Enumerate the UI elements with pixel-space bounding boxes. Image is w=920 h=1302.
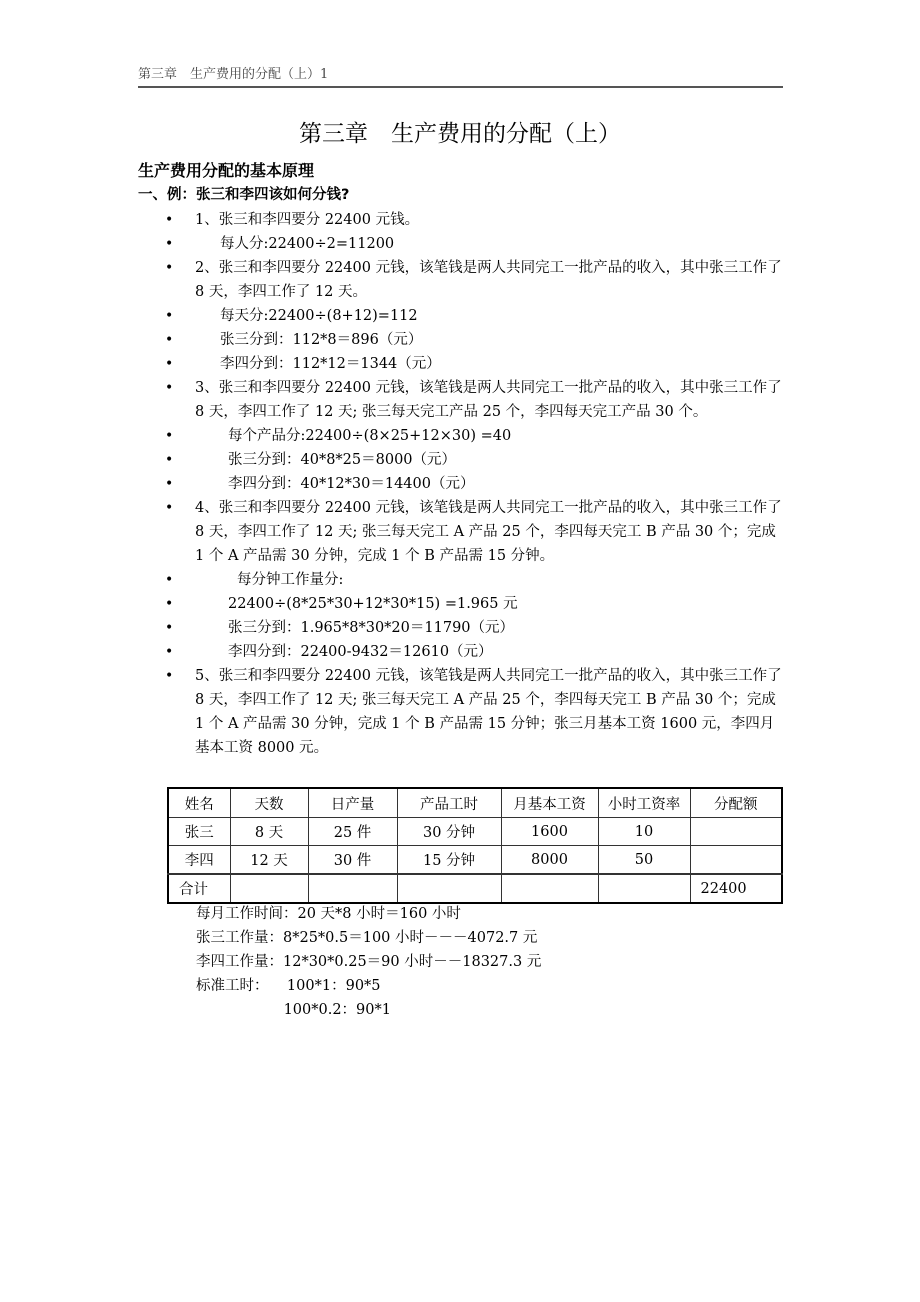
table-cell: 张三 (168, 818, 230, 846)
allocation-table (167, 787, 783, 904)
table-cell (501, 874, 598, 903)
bullet-icon: • (165, 596, 174, 612)
bullet-icon: • (165, 644, 174, 660)
note-line: 100*0.2：90*1 (196, 1002, 391, 1018)
table-header-cell: 月基本工资 (501, 788, 598, 818)
running-header: 第三章 生产费用的分配（上）1 (138, 66, 783, 88)
table-cell: 50 (598, 846, 690, 875)
bullet-icon: • (165, 428, 174, 444)
bullet-icon: • (165, 212, 174, 228)
list-item: • 张三分到：40*8*25＝8000（元） (0, 448, 785, 472)
note-line: 张三工作量：8*25*0.5＝100 小时－－－4072.7 元 (196, 930, 538, 946)
table-cell: 合计 (168, 874, 230, 903)
table-row (168, 818, 782, 846)
list-item: • 1、张三和李四要分 22400 元钱。 (0, 208, 785, 232)
bullet-icon: • (165, 236, 174, 252)
table-cell: 12 天 (230, 846, 308, 875)
document-title: 第三章 生产费用的分配（上） (299, 121, 621, 147)
list-item: • 张三分到：1.965*8*30*20＝11790（元） (0, 616, 785, 640)
table-cell: 8 天 (230, 818, 308, 846)
table-cell: 10 (598, 818, 690, 846)
table-cell (230, 874, 308, 903)
table-total-row (168, 874, 782, 903)
bullet-icon: • (165, 476, 174, 492)
note-line: 每月工作时间：20 天*8 小时＝160 小时 (196, 906, 461, 922)
list-item: • 每个产品分:22400÷(8×25+12×30) =40 (0, 424, 785, 448)
list-item: • 李四分到：112*12＝1344（元） (0, 352, 785, 376)
calculation-notes (196, 902, 541, 1022)
table-cell: 15 分钟 (397, 846, 501, 875)
list-item: • 每天分:22400÷(8+12)=112 (0, 304, 785, 328)
bullet-icon: • (165, 668, 174, 684)
bullet-icon: • (165, 572, 174, 588)
table-cell: 22400 (690, 874, 782, 903)
list-item: • 3、张三和李四要分 22400 元钱，该笔钱是两人共同完工一批产品的收入，其中张三工作了 8 天，李四工作了 12 天; 张三每天完工产品 25 个，李四每天完工产品 30 个。 (0, 376, 785, 424)
table-header-cell: 姓名 (168, 788, 230, 818)
list-item: • 22400÷(8*25*30+12*30*15) =1.965 元 (0, 592, 785, 616)
bullet-icon: • (165, 260, 174, 276)
table-header-cell: 日产量 (308, 788, 397, 818)
table-header-cell: 产品工时 (397, 788, 501, 818)
table-header-cell: 小时工资率 (598, 788, 690, 818)
table-cell: 30 分钟 (397, 818, 501, 846)
table-cell: 25 件 (308, 818, 397, 846)
table-header-row (168, 788, 782, 818)
list-item: • 5、张三和李四要分 22400 元钱，该笔钱是两人共同完工一批产品的收入，其中张三工作了 8 天，李四工作了 12 天; 张三每天完工 A 产品 25 个，李四每天完工 B 产品 30 个；完成 1 个 A 产品需 30 分钟，完成 1 个 B 产品需 15 分钟；张三月基本工资 1600 元，李四月基本工资 8000 元。 (0, 664, 785, 760)
bullet-icon: • (165, 308, 174, 324)
example-list (0, 208, 920, 760)
table-cell: 李四 (168, 846, 230, 875)
note-line: 标准工时： 100*1：90*5 (196, 978, 381, 994)
table-header-cell: 分配额 (690, 788, 782, 818)
table-cell (690, 818, 782, 846)
table-header-cell: 天数 (230, 788, 308, 818)
note-line: 李四工作量：12*30*0.25＝90 小时－－18327.3 元 (196, 954, 542, 970)
table-row (168, 846, 782, 875)
table-cell (308, 874, 397, 903)
table-cell (397, 874, 501, 903)
bullet-icon: • (165, 356, 174, 372)
table-cell (690, 846, 782, 875)
list-item: • 4、张三和李四要分 22400 元钱，该笔钱是两人共同完工一批产品的收入，其中张三工作了 8 天，李四工作了 12 天; 张三每天完工 A 产品 25 个，李四每天完工 B 产品 30 个；完成 1 个 A 产品需 30 分钟，完成 1 个 B 产品需 15 分钟。 (0, 496, 785, 568)
table-cell: 1600 (501, 818, 598, 846)
list-item: • 李四分到：40*12*30＝14400（元） (0, 472, 785, 496)
table-cell: 30 件 (308, 846, 397, 875)
bullet-icon: • (165, 620, 174, 636)
list-item: • 张三分到：112*8＝896（元） (0, 328, 785, 352)
list-item: • 每分钟工作量分: (0, 568, 785, 592)
bullet-icon: • (165, 332, 174, 348)
example-subheading: 一、例：张三和李四该如何分钱? (138, 187, 350, 203)
list-item: • 每人分:22400÷2=11200 (0, 232, 785, 256)
section-heading: 生产费用分配的基本原理 (138, 161, 315, 180)
list-item: • 2、张三和李四要分 22400 元钱，该笔钱是两人共同完工一批产品的收入，其中张三工作了 8 天，李四工作了 12 天。 (0, 256, 785, 304)
list-item: • 李四分到：22400-9432＝12610（元） (0, 640, 785, 664)
bullet-icon: • (165, 500, 174, 516)
bullet-icon: • (165, 380, 174, 396)
table-cell: 8000 (501, 846, 598, 875)
table-cell (598, 874, 690, 903)
bullet-icon: • (165, 452, 174, 468)
